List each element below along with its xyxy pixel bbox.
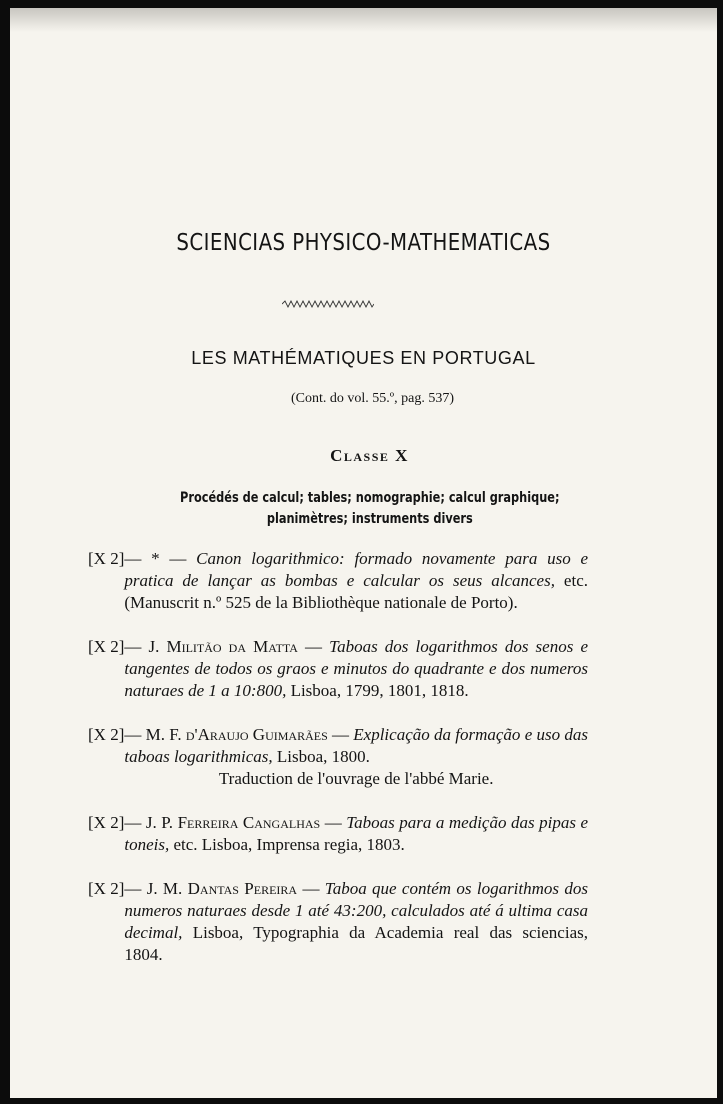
- entry-title: Canon logarithmico: formado novamente para uso e pratica de lançar as bombas e calcular os seus alcances,: [124, 549, 589, 590]
- entries-list: [88, 548, 588, 988]
- list-item: [88, 878, 588, 966]
- section-subtitle: LES MATHÉMATIQUES EN PORTUGAL: [191, 348, 536, 368]
- topics-block: [45, 488, 681, 530]
- entry-author: — M. F. d'Araujo Guimarães —: [124, 725, 354, 744]
- list-item: [88, 636, 588, 702]
- topics-line-2: planimètres; instruments divers: [266, 511, 473, 527]
- entry-author: — * —: [124, 549, 197, 568]
- ornament-divider: [282, 299, 374, 309]
- entry-code: [X 2]: [88, 813, 125, 832]
- entry-code: [X 2]: [88, 637, 125, 656]
- entry-code: [X 2]: [88, 879, 125, 898]
- entry-code: [X 2]: [88, 549, 125, 568]
- list-item: [88, 724, 588, 790]
- entry-code: [X 2]: [88, 725, 125, 744]
- classe-heading: Classe X: [330, 446, 409, 465]
- entry-body: [124, 724, 588, 790]
- page-title: SCIENCIAS PHYSICO-MATHEMATICAS: [176, 230, 551, 256]
- entry-title: Taboa que contém os logarithmos dos numeros naturaes desde 1 até 43:200, calculados até á ultima casa decimal,: [124, 879, 588, 942]
- page: [10, 8, 717, 1098]
- page-edge-shadow: [10, 8, 717, 32]
- entry-body: [124, 812, 588, 856]
- entry-title: Explicação da formação e uso das taboas logarithmicas,: [124, 725, 589, 766]
- entry-author: — J. Militão da Matta —: [124, 637, 330, 656]
- entry-note: Traduction de l'ouvrage de l'abbé Marie.: [218, 769, 494, 788]
- topics-line-1: Procédés de calcul; tables; nomographie; calcul graphique;: [180, 490, 560, 506]
- list-item: [88, 548, 588, 614]
- continuation-note: (Cont. do vol. 55.º, pag. 537): [291, 391, 454, 406]
- entry-body: [124, 636, 588, 702]
- entry-title: Taboas dos logarithmos dos senos e tangentes de todos os graos e minutos do quadrante e dos numeros naturaes de 1 a 10:800,: [124, 637, 588, 700]
- entry-author: — J. M. Dantas Pereira —: [124, 879, 325, 898]
- entry-details: Lisboa, 1800.: [272, 747, 370, 766]
- entry-body: [124, 878, 588, 966]
- entry-body: [124, 548, 588, 614]
- entry-details: Lisboa, Typographia da Academia real das sciencias, 1804.: [124, 923, 588, 964]
- entry-details: Lisboa, 1799, 1801, 1818.: [286, 681, 469, 700]
- entry-details: etc. Lisboa, Imprensa regia, 1803.: [169, 835, 405, 854]
- list-item: [88, 812, 588, 856]
- entry-details: etc. (Manuscrit n.º 525 de la Bibliothèque nationale de Porto).: [124, 571, 588, 612]
- entry-title: Taboas para a medição das pipas e toneis,: [124, 813, 588, 854]
- entry-author: — J. P. Ferreira Cangalhas —: [124, 813, 347, 832]
